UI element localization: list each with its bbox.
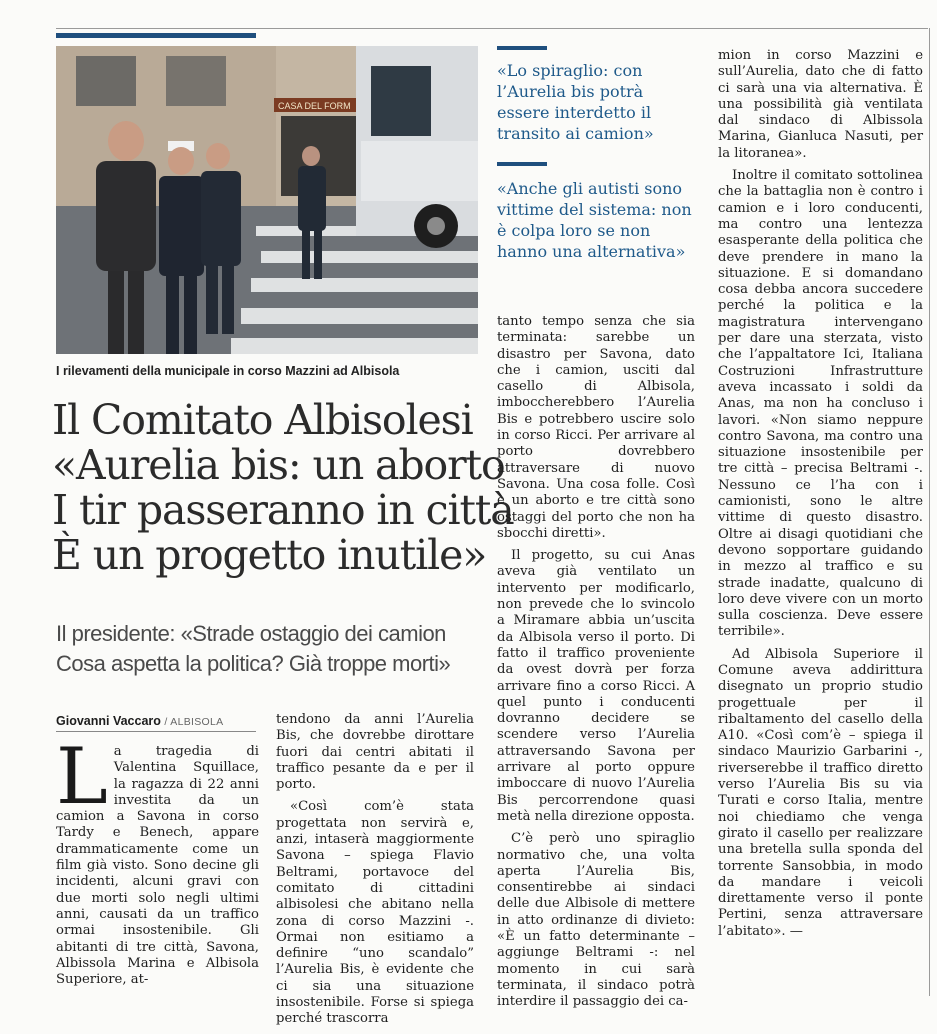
street-scene-illustration xyxy=(56,46,478,354)
article-paragraph: tendono da anni l’Aurelia Bis, che dovrebbe dirottare fuori dai centri abitati il traffico pesante da e per il porto. xyxy=(276,712,474,793)
right-column-rule xyxy=(929,28,930,996)
subhead-line: Cosa aspetta la politica? Già troppe morti» xyxy=(56,651,451,676)
shop-sign: CASA DEL FORM xyxy=(278,101,351,111)
article-paragraph: Ad Albisola Superiore il Comune aveva addirittura disegnato un proprio studio progettuale per il ribaltamento del casello della A10. «Così com’è – spiega il sindaco Maurizio Garbarini -, riverserebbe il traffico diretto verso l’Aurelia Bis su via Turati e corso Italia, mentre noi chiediamo che venga girato il casello per realizzare una bretella sulla sponda del torrente Sansobbia, in modo da mandare i veicoli direttamente verso il ponte Pertini, senza attraversare l’abitato». — xyxy=(718,646,923,939)
subhead-line: Il presidente: «Strade ostaggio dei camion xyxy=(56,621,446,646)
article-paragraph: C’è però uno spiraglio normativo che, una volta aperta l’Aurelia Bis, consentirebbe ai sindaci delle due Albisole di mettere in atto ordinanze di divieto: «È un fatto determinante – aggiunge Beltrami -: nel momento in cui sarà terminata, il sindaco potrà interdire il passaggio dei ca- xyxy=(497,831,695,1010)
article-paragraph: mion in corso Mazzini e sull’Aurelia, dato che di fatto ci sarà una via alternativa. È una possibilità già ventilata dal sindaco di Albissola Marina, Gianluca Nasuti, per la litoranea». xyxy=(718,48,923,161)
article-column-1 xyxy=(56,732,259,994)
article-column-4 xyxy=(718,48,923,946)
pullquote-1: «Lo spiraglio: con l’Aurelia bis potrà essere interdetto il transito ai camion» xyxy=(497,61,654,143)
headline-line: «Aurelia bis: un aborto xyxy=(52,441,505,489)
top-rule xyxy=(56,28,928,29)
article-column-2 xyxy=(276,712,474,1034)
article-paragraph: a tragedia di Valentina Squillace, la ragazza di 22 anni investita da un camion a Savona in corso Tardy e Benech, appare drammaticamente come un film già visto. Sono decine gli incidenti, alcuni gravi con due morti solo negli ultimi anni, causati da un traffico ormai insostenibile. Gli abitanti di tre città, Savona, Albissola Marina e Albisola Superiore, at- xyxy=(56,744,259,988)
article-paragraph: «Così com’è stata progettata non servirà e, anzi, intaserà maggiormente Savona – spiega Flavio Beltrami, portavoce del comitato di cittadini albisolesi che abitano nella zona di corso Mazzini -. Ormai non esitiamo a definire “uno scandalo” l’Aurelia Bis, è evidente che ci sia una situazione insostenibile. Forse si spiega perché trascorra xyxy=(276,799,474,1027)
pullquote-bar xyxy=(497,46,547,50)
dateline-location: / ALBISOLA xyxy=(164,716,224,728)
photo-caption: I rilevamenti della municipale in corso Mazzini ad Albisola xyxy=(56,364,400,378)
headline-line: I tir passeranno in città xyxy=(52,486,514,534)
author-name: Giovanni Vaccaro xyxy=(56,714,161,728)
article-column-3 xyxy=(497,314,695,1016)
headline-line: È un progetto inutile» xyxy=(52,531,487,579)
article-photo xyxy=(56,46,478,354)
drop-cap: L xyxy=(56,732,108,822)
pullquote-2: «Anche gli autisti sono vittime del sistema: non è colpa loro se non hanno una alternativa» xyxy=(497,179,692,261)
section-accent-bar xyxy=(56,33,256,38)
headline-line: Il Comitato Albisolesi xyxy=(52,396,473,444)
subheadline xyxy=(56,619,476,679)
article-paragraph: Inoltre il comitato sottolinea che la battaglia non è contro i camion e i loro conducenti, ma contro una lentezza esasperante della politica che deve prendere in mano la situazione. E si domandano cosa debba ancora succedere perché la politica e la magistratura intervengano per dare una sterzata, visto che l’appaltatore Ici, Italiana Costruzioni Infrastrutture aveva incassato i soldi da Anas, ma non ha concluso i lavori. «Non siamo neppure contro Savona, ma contro una situazione insostenibile per tre città – precisa Beltrami -. Nessuno ce l’ha con i camionisti, sono le altre vittime di questo disastro. Oltre ai disagi quotidiani che devono sopportare guidando in mezzo al traffico e su strade inadatte, qualcuno di loro deve vivere con un morto sulla coscienza. Deve essere terribile». xyxy=(718,168,923,640)
headline xyxy=(52,396,514,579)
pullquote-bar xyxy=(497,162,547,166)
article-paragraph: Il progetto, su cui Anas aveva già ventilato un intervento per modificarlo, non prevede che lo svincolo a Miramare abbia un’uscita da Albisola verso il porto. Di fatto il traffico proveniente da ovest dovrà per forza arrivare fino a corso Ricci. A quel punto i conducenti dovranno decidere se scendere verso l’Aurelia attraversando Savona per arrivare al porto oppure imboccare di nuovo l’Aurelia Bis percorrendone quasi metà nella direzione opposta. xyxy=(497,548,695,824)
article-paragraph: tanto tempo senza che sia terminata: sarebbe un disastro per Savona, dato che i camion, usciti dal casello di Albisola, imboccherebbero l’Aurelia Bis e potrebbero uscire solo in corso Ricci. Per arrivare al porto dovrebbero attraversare di nuovo Savona. Una cosa folle. Così è un aborto e tre città sono ostaggi del porto che non ha sbocchi diretti». xyxy=(497,314,695,541)
byline xyxy=(56,714,256,728)
